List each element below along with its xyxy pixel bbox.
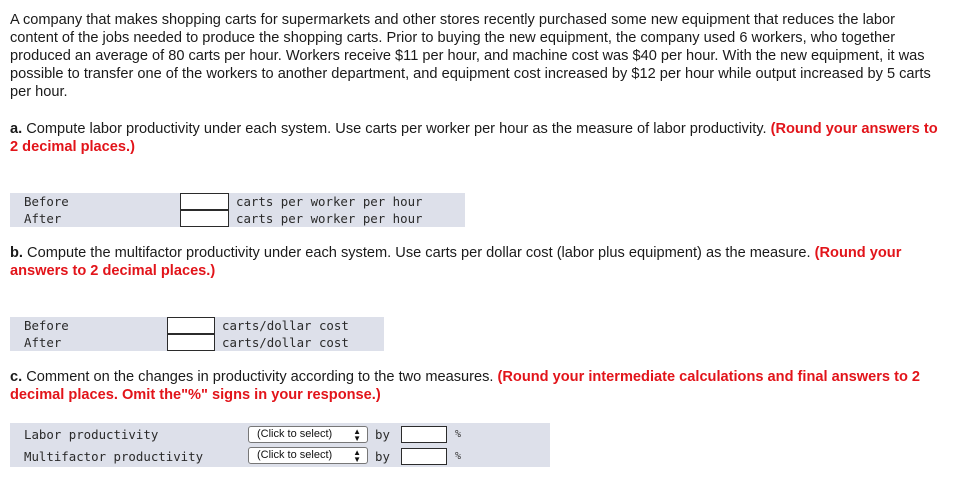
part-c-multifactor-label: Multifactor productivity: [24, 449, 204, 464]
select-arrows-icon: ▲ ▼: [353, 427, 361, 443]
part-a-note: (Round your answers to 2 decimal places.): [10, 121, 938, 155]
part-c-prompt: [10, 368, 946, 404]
part-b-before-input[interactable]: [167, 317, 215, 334]
part-a-after-unit: carts per worker per hour: [236, 211, 423, 226]
labor-by-label: by: [375, 427, 390, 442]
part-b-after-unit: carts/dollar cost: [222, 335, 349, 350]
multifactor-by-label: by: [375, 449, 390, 464]
part-b-before-unit: carts/dollar cost: [222, 318, 349, 333]
problem-intro: A company that makes shopping carts for supermarkets and other stores recently purchased some new equipment that reduces the labor content of the jobs needed to produce the shopping carts. Prior to buying the new equipment, the company used 6 workers, who together produced an average of 80 carts per hour. Workers receive $11 per hour, and machine cost was $40 per hour. With the new equipment, it was possible to transfer one of the workers to another department, and equipment cost increased by $12 per hour while output increased by 5 carts per hour.: [10, 12, 931, 100]
part-a-text: Compute labor productivity under each system. Use carts per worker per hour as the measure of labor productivity.: [22, 121, 771, 137]
part-b-note: (Round your answers to 2 decimal places.): [10, 245, 902, 279]
select-arrows-icon: ▲ ▼: [353, 448, 361, 464]
part-a-before-label: Before: [24, 194, 69, 209]
part-a-prompt: [10, 120, 946, 156]
part-c-prefix: c.: [10, 369, 23, 385]
part-a-before-input[interactable]: [180, 193, 229, 210]
part-a-prefix: a.: [10, 121, 23, 137]
part-b-prefix: b.: [10, 245, 23, 261]
part-b-after-label: After: [24, 335, 62, 350]
part-c-note: (Round your intermediate calculations and final answers to 2 decimal places. Omit the"%" signs in your response.): [10, 369, 921, 403]
multifactor-direction-select[interactable]: [248, 447, 368, 464]
multifactor-percent-sign: %: [455, 451, 462, 462]
labor-change-input[interactable]: [401, 426, 447, 443]
part-b-prompt: [10, 244, 946, 280]
part-a-table: [10, 193, 465, 227]
multifactor-change-input[interactable]: [401, 448, 447, 465]
part-b-text: Compute the multifactor productivity under each system. Use carts per dollar cost (labor plus equipment) as the measure.: [22, 245, 815, 261]
part-c-labor-label: Labor productivity: [24, 427, 159, 442]
labor-direction-value: (Click to select): [257, 428, 333, 440]
multifactor-direction-value: (Click to select): [257, 449, 333, 461]
part-a-after-label: After: [24, 211, 62, 226]
labor-direction-select[interactable]: [248, 426, 368, 443]
part-c-table: [10, 423, 550, 467]
labor-percent-sign: %: [455, 429, 462, 440]
part-a-after-input[interactable]: [180, 210, 229, 227]
part-b-after-input[interactable]: [167, 334, 215, 351]
part-a-before-unit: carts per worker per hour: [236, 194, 423, 209]
part-b-before-label: Before: [24, 318, 69, 333]
part-c-text: Comment on the changes in productivity according to the two measures.: [22, 369, 498, 385]
part-b-table: [10, 317, 384, 351]
